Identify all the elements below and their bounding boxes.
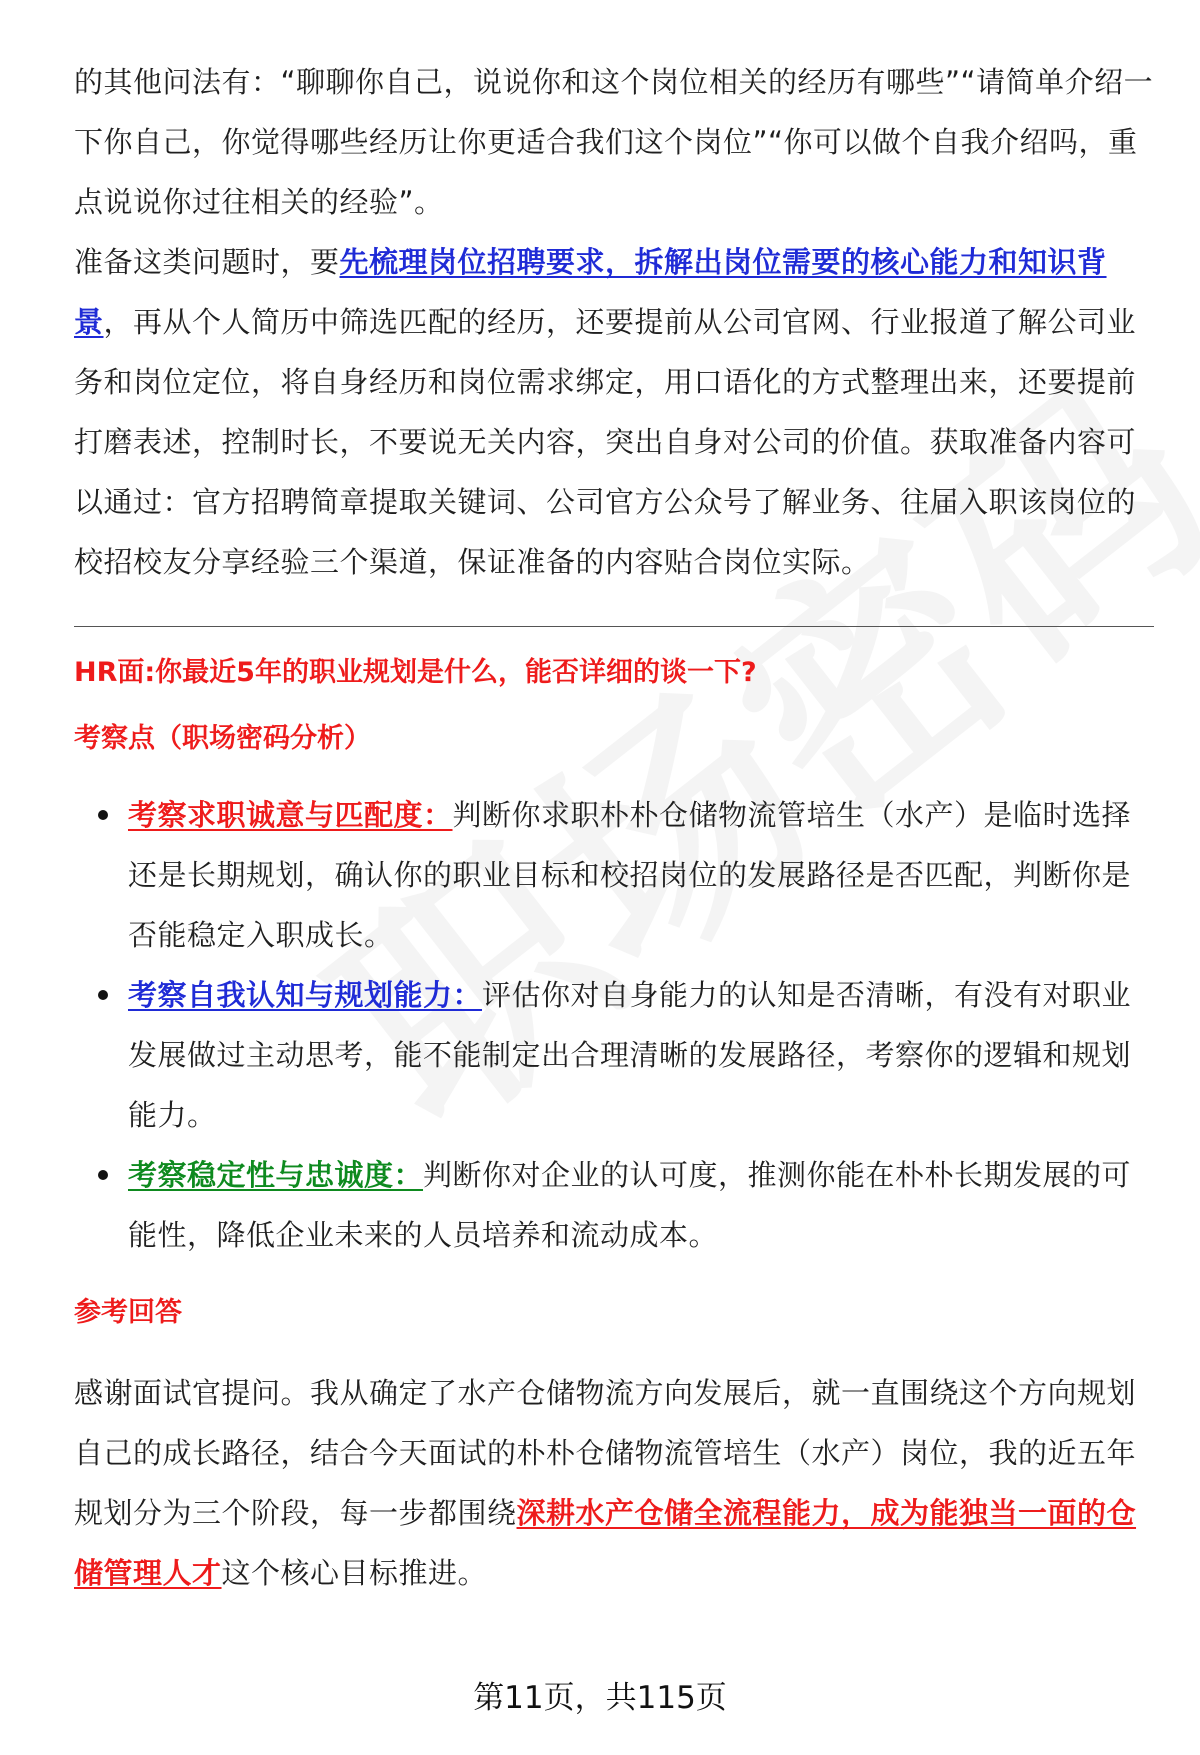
bullet-icon <box>98 990 108 1000</box>
bullet-icon <box>98 1170 108 1180</box>
answer-paragraph <box>74 1363 1154 1603</box>
analysis-points-list <box>74 785 1154 1265</box>
analysis-point-label: 考察稳定性与忠诚度： <box>128 1158 424 1192</box>
intro-p2-before: 准备这类问题时，要 <box>74 245 340 279</box>
bullet-icon <box>98 810 108 820</box>
analysis-point <box>74 785 1154 965</box>
intro-paragraph-1: 的其他问法有：“聊聊你自己，说说你和这个岗位相关的经历有哪些”“请简单介绍一下你自己，你觉得哪些经历让你更适合我们这个岗位”“你可以做个自我介绍吗，重点说说你过往相关的经验”。 <box>74 65 1154 219</box>
intro-p2-after: ，再从个人简历中筛选匹配的经历，还要提前从公司官网、行业报道了解公司业务和岗位定位，将自身经历和岗位需求绑定，用口语化的方式整理出来，还要提前打磨表述，控制时长，不要说无关内容，突出自身对公司的价值。获取准备内容可以通过：官方招聘简章提取关键词、公司官方公众号了解业务、往届入职该岗位的校招校友分享经验三个渠道，保证准备的内容贴合岗位实际。 <box>74 305 1137 579</box>
analysis-point-label: 考察自我认知与规划能力： <box>128 978 483 1012</box>
analysis-point-text: 评估你对自身能力的认知是否清晰，有没有对职业发展做过主动思考，能不能制定出合理清晰的发展路径，考察你的逻辑和规划能力。 <box>128 978 1132 1132</box>
document-page <box>74 52 1154 1603</box>
analysis-point-text: 判断你求职朴朴仓储物流管培生（水产）是临时选择还是长期规划，确认你的职业目标和校招岗位的发展路径是否匹配，判断你是否能稳定入职成长。 <box>128 798 1132 952</box>
question-title: HR面:你最近5年的职业规划是什么，能否详细的谈一下? <box>74 657 757 688</box>
answer-after: 这个核心目标推进。 <box>221 1556 488 1590</box>
page-number: 第11页，共115页 <box>473 1680 727 1716</box>
analysis-point-label: 考察求职诚意与匹配度： <box>128 798 453 832</box>
analysis-point <box>74 1145 1154 1265</box>
answer-title: 参考回答 <box>74 1297 182 1328</box>
intro-p2-highlight: 先梳理岗位招聘要求，拆解出岗位需要的核心能力和知识背景 <box>74 245 1107 339</box>
analysis-point <box>74 965 1154 1145</box>
answer-highlight: 深耕水产仓储全流程能力，成为能独当一面的仓储管理人才 <box>74 1496 1137 1590</box>
analysis-point-text: 判断你对企业的认可度，推测你能在朴朴长期发展的可能性，降低企业未来的人员培养和流动成本。 <box>128 1158 1132 1252</box>
analysis-title: 考察点（职场密码分析） <box>74 723 371 754</box>
intro-paragraph-2 <box>74 232 1154 592</box>
section-divider <box>74 626 1154 627</box>
answer-before: 感谢面试官提问。我从确定了水产仓储物流方向发展后，就一直围绕这个方向规划自己的成长路径，结合今天面试的朴朴仓储物流管培生（水产）岗位，我的近五年规划分为三个阶段，每一步都围绕 <box>74 1376 1137 1530</box>
